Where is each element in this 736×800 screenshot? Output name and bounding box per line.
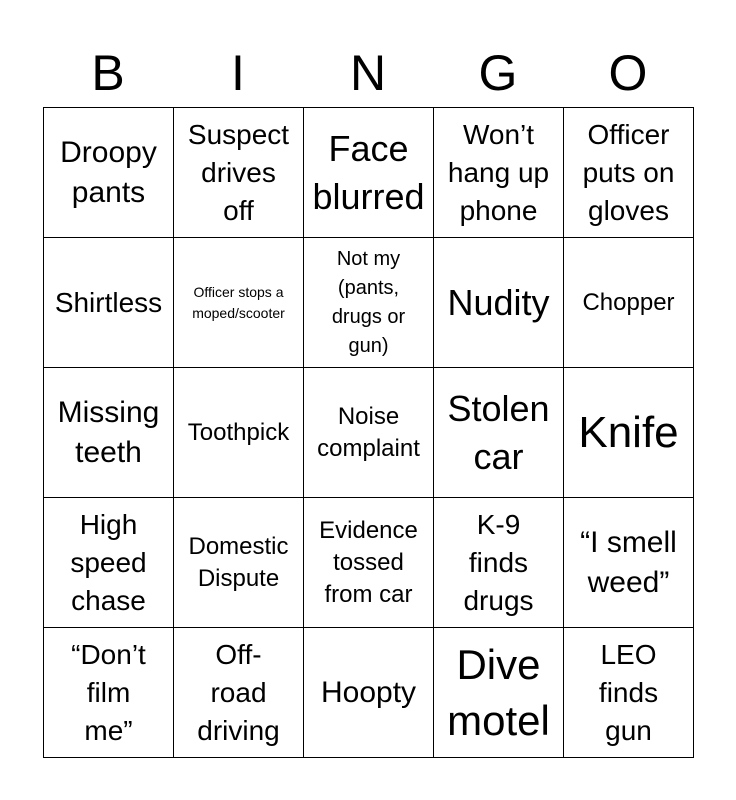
bingo-cell[interactable]: Stolen car	[434, 368, 564, 498]
header-letter-i: I	[231, 45, 245, 101]
bingo-cell[interactable]: Shirtless	[44, 238, 174, 368]
bingo-cell[interactable]: Noise complaint	[304, 368, 434, 498]
bingo-cell[interactable]: Won’t hang up phone	[434, 108, 564, 238]
bingo-cell[interactable]: High speed chase	[44, 498, 174, 628]
bingo-cell[interactable]: Evidence tossed from car	[304, 498, 434, 628]
header-letter-o: O	[608, 45, 648, 101]
header-letter-n: N	[349, 45, 387, 101]
bingo-cell[interactable]: Hoopty	[304, 628, 434, 758]
bingo-cell[interactable]: LEO finds gun	[564, 628, 694, 758]
bingo-cell[interactable]: Knife	[564, 368, 694, 498]
bingo-cell[interactable]: Domestic Dispute	[174, 498, 304, 628]
bingo-cell[interactable]: Dive motel	[434, 628, 564, 758]
bingo-cell[interactable]: Off- road driving	[174, 628, 304, 758]
bingo-header	[43, 40, 693, 106]
bingo-cell[interactable]: Chopper	[564, 238, 694, 368]
bingo-cell[interactable]: Officer stops a moped/scooter	[174, 238, 304, 368]
bingo-card-grid	[43, 107, 694, 758]
bingo-cell[interactable]: Toothpick	[174, 368, 304, 498]
bingo-cell[interactable]: “Don’t film me”	[44, 628, 174, 758]
bingo-cell[interactable]: K-9 finds drugs	[434, 498, 564, 628]
bingo-cell[interactable]: Nudity	[434, 238, 564, 368]
bingo-cell[interactable]: Face blurred	[304, 108, 434, 238]
bingo-cell[interactable]: Not my (pants, drugs or gun)	[304, 238, 434, 368]
bingo-cell[interactable]: Missing teeth	[44, 368, 174, 498]
bingo-cell[interactable]: Officer puts on gloves	[564, 108, 694, 238]
bingo-cell[interactable]: Suspect drives off	[174, 108, 304, 238]
bingo-cell[interactable]: Droopy pants	[44, 108, 174, 238]
header-letter-g: G	[478, 45, 518, 101]
bingo-cell[interactable]: “I smell weed”	[564, 498, 694, 628]
header-letter-b: B	[91, 45, 125, 101]
